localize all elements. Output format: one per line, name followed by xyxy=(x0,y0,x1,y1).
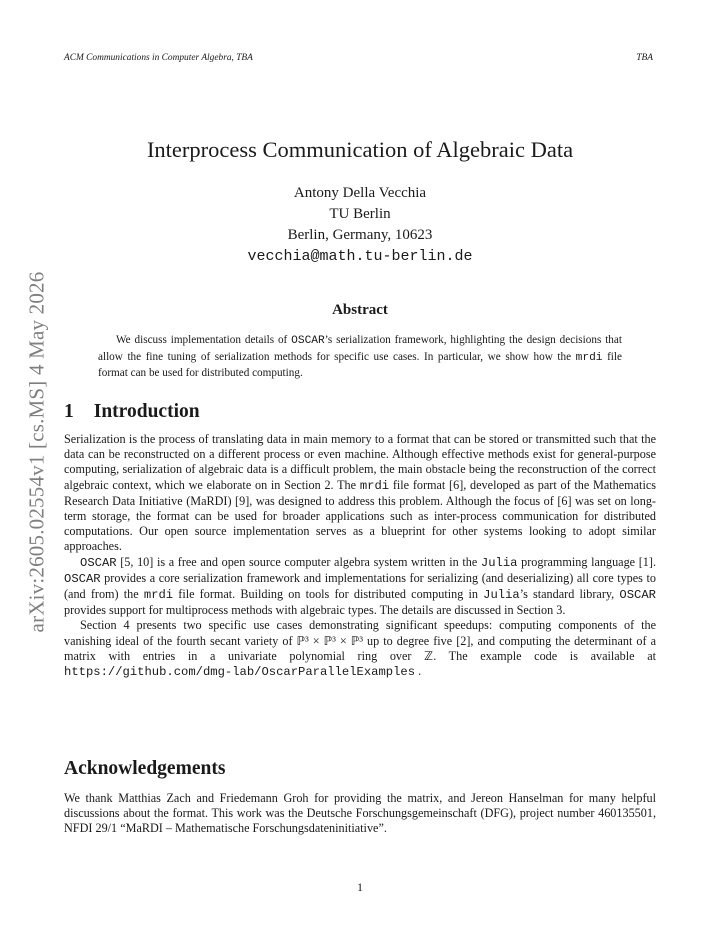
abstract-heading: Abstract xyxy=(332,302,388,318)
arxiv-side-stamp: arXiv:2605.02554v1 [cs.MS] 4 May 2026 xyxy=(24,271,49,633)
code-mrdi: mrdi xyxy=(359,478,390,493)
abstract-code-mrdi: mrdi xyxy=(575,351,603,364)
abstract-text: We discuss implementation details of xyxy=(116,334,292,346)
paragraph-text: provides support for multiprocess methods with algebraic types. The details are discussed in Section 3. xyxy=(64,603,566,618)
paper-title: Interprocess Communication of Algebraic Data xyxy=(146,137,574,162)
repository-link[interactable]: https://github.com/dmg-lab/OscarParallelExamples xyxy=(64,665,416,680)
abstract-code-oscar: OSCAR xyxy=(291,335,325,347)
introduction-heading xyxy=(64,401,200,423)
section-title: Introduction xyxy=(93,401,200,422)
paragraph-text: ’s standard library, xyxy=(519,587,620,602)
acknowledgements-text: We thank Matthias Zach and Friedemann Groh for providing the matrix, and Jereon Hanselman for many helpful discussions about the format. This work was the Deutsche Forschungsgemeinschaft (DFG), project number 460135501, NFDI 29/1 “MaRDI – Mathematische Forschungsdateninitiative”. xyxy=(64,791,656,836)
page-number: 1 xyxy=(357,880,363,894)
running-header xyxy=(64,53,653,63)
introduction-body xyxy=(64,432,656,680)
author-block xyxy=(0,183,720,267)
code-oscar: OSCAR xyxy=(80,555,117,570)
paragraph-text: file format [6], developed as part of the Mathematics Research Data Initiative (MaRDI) [9], was designed to address this problem. Although the focus of [6] was set on long-term storage, the format can be used for broader applications such as inter-process communication for distributed computations. Our open source implementation serves as a blueprint for other systems looking to adopt similar approaches. xyxy=(64,477,656,554)
abstract-text: file format can be used for distributed computing. xyxy=(98,350,622,379)
journal-name: ACM Communications in Computer Algebra, TBA xyxy=(64,53,253,63)
intro-paragraph-2 xyxy=(64,555,656,619)
paragraph-text: provides a core serialization framework and implementations for serializing (and deserializing) all core types to (and from) the xyxy=(64,570,656,602)
author-affiliation: TU Berlin xyxy=(329,206,391,222)
code-oscar: OSCAR xyxy=(64,571,101,586)
intro-paragraph-3 xyxy=(64,618,656,680)
author-email: vecchia@math.tu-berlin.de xyxy=(247,248,473,265)
code-mrdi: mrdi xyxy=(143,588,174,603)
section-number: 1 xyxy=(64,401,74,422)
header-right-label: TBA xyxy=(636,53,653,63)
intro-paragraph-1 xyxy=(64,432,656,555)
code-julia: Julia xyxy=(480,555,518,570)
paragraph-text: Section 4 presents two specific use cases demonstrating significant speedups: computing components of the vanishing ideal of the fourth secant variety of ℙ³ × ℙ³ × ℙ³ up to degree five [2], and computing the determinant of a matrix with entries in a univariate polynomial ring over ℤ. The example code is available at xyxy=(64,618,656,663)
abstract-text: ’s serialization framework, highlighting the design decisions that allow the fine tuning of serialization methods for specific use cases. In particular, we show how the xyxy=(98,334,622,363)
acknowledgements-body xyxy=(64,791,656,837)
paragraph-text: [5, 10] is a free and open source computer algebra system written in the xyxy=(116,554,481,569)
abstract-body xyxy=(98,333,622,382)
paragraph-text: file format. Building on tools for distributed computing in xyxy=(173,587,484,602)
code-julia: Julia xyxy=(483,588,520,603)
paragraph-text: programming language [1]. xyxy=(517,554,656,569)
acknowledgements-heading: Acknowledgements xyxy=(64,758,226,779)
code-oscar: OSCAR xyxy=(619,588,656,603)
author-name: Antony Della Vecchia xyxy=(293,185,427,201)
paragraph-text: Serialization is the process of translating data in main memory to a format that can be stored or transmitted such that the data can be reconstructed on a different process or even machine. Although effective methods exist for general-purpose computing, serialization of algebraic data is a difficult problem, the main obstacle being the reconstruction of the correct algebraic context, which we elaborate on in Section 2. The xyxy=(64,432,656,492)
author-address: Berlin, Germany, 10623 xyxy=(287,227,433,243)
paragraph-text: . xyxy=(415,664,422,679)
